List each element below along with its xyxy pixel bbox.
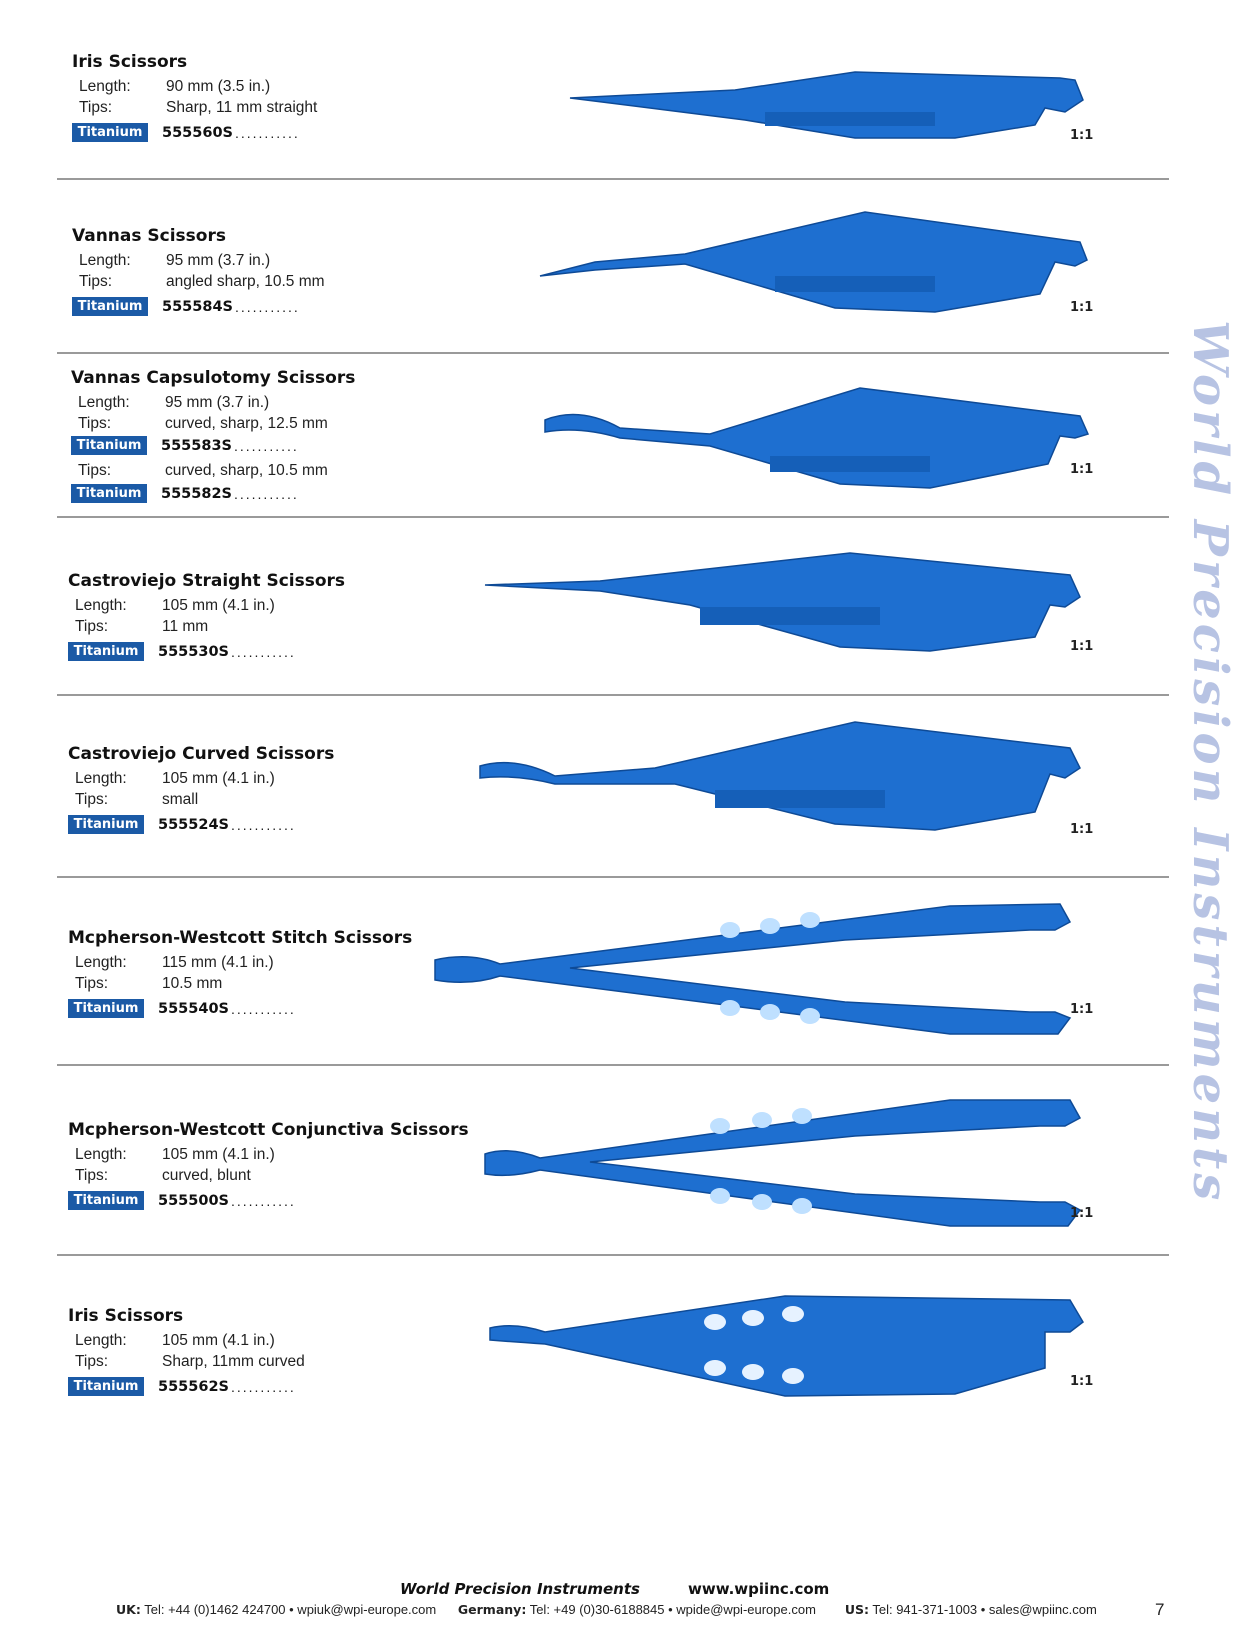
scissors-image <box>540 376 1100 496</box>
order-line: Titanium 555530S ........... <box>68 642 345 661</box>
scissors-image <box>430 894 1110 1044</box>
spec-tips-alt: Tips: curved, sharp, 10.5 mm <box>78 462 328 479</box>
material-badge: Titanium <box>71 436 147 455</box>
divider <box>57 516 1169 518</box>
divider <box>57 178 1169 180</box>
footer-brand: World Precision Instruments <box>400 1580 640 1598</box>
scale-label: 1:1 <box>1070 128 1094 143</box>
product-title: Mcpherson-Westcott Stitch Scissors <box>68 928 413 948</box>
scissors-image <box>535 204 1105 334</box>
spec-tips: Tips: angled sharp, 10.5 mm <box>79 273 325 290</box>
product-title: Mcpherson-Westcott Conjunctiva Scissors <box>68 1120 469 1140</box>
material-badge: Titanium <box>72 297 148 316</box>
catalog-number: 555540S <box>158 1000 229 1017</box>
catalog-number: 555560S <box>162 124 233 141</box>
order-line-alt: Titanium 555582S ........... <box>71 484 355 503</box>
catalog-number: 555582S <box>161 485 232 502</box>
material-badge: Titanium <box>68 999 144 1018</box>
catalog-number: 555530S <box>158 643 229 660</box>
catalog-number: 555584S <box>162 298 233 315</box>
scale-label: 1:1 <box>1070 639 1094 654</box>
spec-length: Length: 105 mm (4.1 in.) <box>75 1146 275 1163</box>
spec-length: Length: 95 mm (3.7 in.) <box>78 394 270 411</box>
product-title: Vannas Scissors <box>72 226 226 246</box>
scale-label: 1:1 <box>1070 1206 1094 1221</box>
scale-label: 1:1 <box>1070 462 1094 477</box>
spec-tips: Tips: 11 mm <box>75 618 209 635</box>
scissors-image <box>555 50 1105 170</box>
spec-length: Length: 105 mm (4.1 in.) <box>75 597 275 614</box>
divider <box>57 694 1169 696</box>
spec-length: Length: 90 mm (3.5 in.) <box>79 78 271 95</box>
scale-label: 1:1 <box>1070 300 1094 315</box>
spec-tips: Tips: Sharp, 11 mm straight <box>79 99 318 116</box>
order-line: Titanium 555524S ........... <box>68 815 334 834</box>
catalog-number: 555524S <box>158 816 229 833</box>
material-badge: Titanium <box>71 484 147 503</box>
spec-tips: Tips: curved, sharp, 12.5 mm <box>78 415 328 432</box>
product-title: Iris Scissors <box>68 1306 184 1326</box>
divider <box>57 352 1169 354</box>
product-title: Castroviejo Curved Scissors <box>68 744 335 764</box>
product-title: Castroviejo Straight Scissors <box>68 571 346 591</box>
page-number: 7 <box>1155 1600 1165 1619</box>
order-line: Titanium 555500S ........... <box>68 1191 469 1210</box>
sidebar-title: World Precision Instruments <box>1182 320 1238 1205</box>
material-badge: Titanium <box>68 642 144 661</box>
scissors-image <box>485 1282 1095 1422</box>
spec-tips: Tips: Sharp, 11mm curved <box>75 1353 305 1370</box>
material-badge: Titanium <box>68 1191 144 1210</box>
spec-tips: Tips: small <box>75 791 199 808</box>
spec-tips: Tips: 10.5 mm <box>75 975 223 992</box>
spec-tips: Tips: curved, blunt <box>75 1167 251 1184</box>
spec-length: Length: 115 mm (4.1 in.) <box>75 954 274 971</box>
scissors-image <box>480 1088 1100 1238</box>
material-badge: Titanium <box>68 815 144 834</box>
scissors-image <box>475 712 1100 842</box>
divider <box>57 876 1169 878</box>
product-title: Iris Scissors <box>72 52 188 72</box>
spec-length: Length: 105 mm (4.1 in.) <box>75 770 275 787</box>
catalog-number: 555562S <box>158 1378 229 1395</box>
order-line: Titanium 555583S ........... <box>71 436 355 455</box>
scissors-image <box>480 547 1100 667</box>
spec-length: Length: 105 mm (4.1 in.) <box>75 1332 275 1349</box>
material-badge: Titanium <box>68 1377 144 1396</box>
order-line: Titanium 555562S ........... <box>68 1377 305 1396</box>
scale-label: 1:1 <box>1070 822 1094 837</box>
material-badge: Titanium <box>72 123 148 142</box>
catalog-number: 555500S <box>158 1192 229 1209</box>
catalog-number: 555583S <box>161 437 232 454</box>
product-title: Vannas Capsulotomy Scissors <box>71 368 356 388</box>
divider <box>57 1254 1169 1256</box>
scale-label: 1:1 <box>1070 1374 1094 1389</box>
order-line: Titanium 555584S ........... <box>72 297 325 316</box>
divider <box>57 1064 1169 1066</box>
footer-url[interactable]: www.wpiinc.com <box>688 1580 830 1598</box>
footer-contacts: UK: Tel: +44 (0)1462 424700 • wpiuk@wpi-europe.com Germany: Tel: +49 (0)30-6188845 • wpide@wpi-europe.com US: Tel: 941-371-1003 • sales@wpiinc.com <box>116 1602 1097 1617</box>
order-line: Titanium 555540S ........... <box>68 999 412 1018</box>
order-line: Titanium 555560S ........... <box>72 123 317 142</box>
scale-label: 1:1 <box>1070 1002 1094 1017</box>
spec-length: Length: 95 mm (3.7 in.) <box>79 252 271 269</box>
